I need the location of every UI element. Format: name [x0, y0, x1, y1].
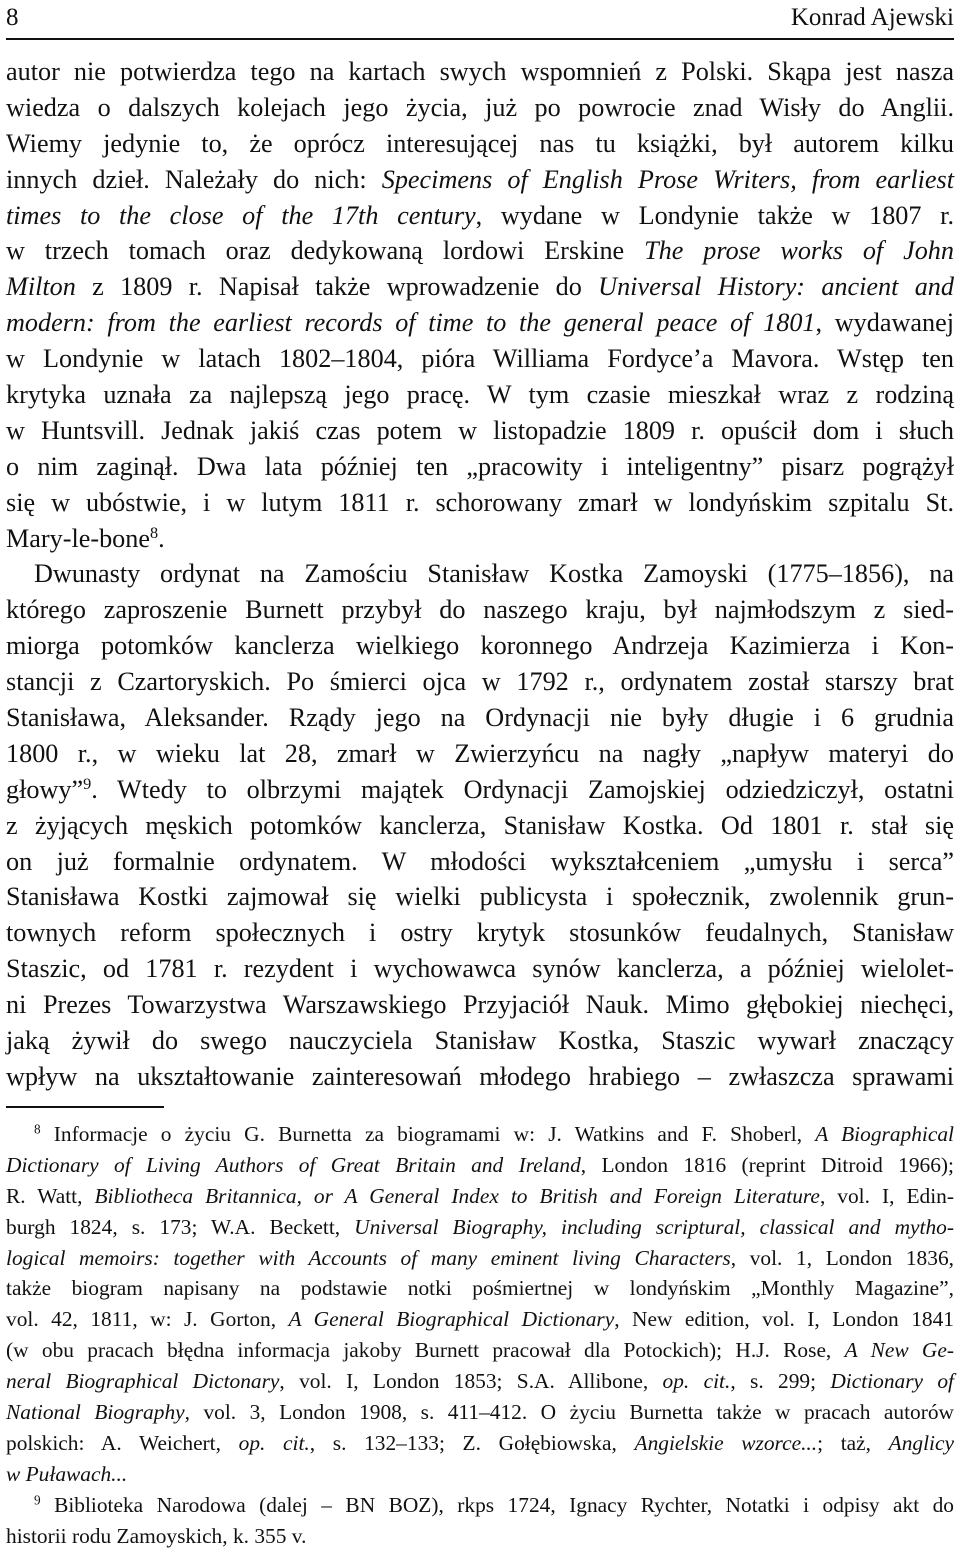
- text-line: z żyjących męskich potomków kanclerza, Stanisław Kostka. Od 1801 r. stał się: [6, 810, 954, 840]
- text-line: Milton z 1809 r. Napisał także wprowadzenie do Universal History: ancient and: [6, 272, 954, 302]
- paragraph-1: [6, 54, 954, 556]
- book-title: modern: from the earliest records of time to the general peace of 1801: [6, 308, 816, 338]
- book-title: times to the close of the 17th century: [6, 200, 476, 230]
- text-line: głowy”$^9$. Wtedy to olbrzymi majątek Ordynacji Zamojskiej odziedziczył, ostatni: [6, 774, 954, 804]
- text-line: stancji z Czartoryskich. Po śmierci ojca w 1792 r., ordynatem został starszy brat: [6, 667, 954, 697]
- running-title: Konrad Ajewski: [790, 4, 954, 31]
- footnote-line: R. Watt, Bibliotheca Britannica, or A General Index to British and Foreign Literature, vol. I, Edin-: [6, 1183, 954, 1208]
- footnote-line: burgh 1824, s. 173; W.A. Beckett, Universal Biography, including scriptural, classical and mytho-: [6, 1214, 954, 1239]
- text-line: Dwunasty ordynat na Zamościu Stanisław Kostka Zamoyski (1775–1856), na: [34, 559, 954, 589]
- footnote-marker: 9: [34, 1492, 41, 1508]
- footnote-line: Dictionary of Living Authors of Great Britain and Ireland, London 1816 (reprint Ditroid 1966);: [6, 1152, 954, 1177]
- text-line: Stanisława, Aleksander. Rządy jego na Ordynacji nie były długie i 6 grudnia: [6, 703, 954, 733]
- text-line: Staszic, od 1781 r. rezydent i wychowawca synów kanclerza, a później wielolet-: [6, 954, 954, 984]
- footnote-rule: [6, 1106, 164, 1108]
- book-title: Universal History: ancient and: [598, 272, 954, 302]
- footnote-line: National Biography, vol. 3, London 1908, s. 411–412. O życiu Burnetta także w pracach autorów: [6, 1400, 954, 1425]
- text-line: wiedza o dalszych kolejach jego życia, już po powrocie znad Wisły do Anglii.: [6, 92, 954, 122]
- text-line: jaką żywił do swego nauczyciela Stanisław Kostka, Staszic wywarł znaczący: [6, 1026, 954, 1056]
- footnote-line: polskich: A. Weichert, op. cit., s. 132–133; Z. Gołębiowska, Angielskie wzorce...; taż, Anglicy: [6, 1430, 954, 1455]
- footnote-line: w Puławach...: [6, 1461, 128, 1486]
- book-title: The prose works of John: [644, 236, 954, 266]
- book-title: Milton: [6, 272, 76, 302]
- text-line: którego zaproszenie Burnett przybył do naszego kraju, był najmłodszym z sied-: [6, 595, 954, 625]
- footnote-ref-9[interactable]: 9: [83, 774, 92, 793]
- footnote-line: vol. 42, 1811, w: J. Gorton, A General Biographical Dictionary, New edition, vol. I, London 1841: [6, 1307, 954, 1332]
- text-line: w Huntsvill. Jednak jakiś czas potem w listopadzie 1809 r. opuścił dom i słuch: [6, 415, 954, 445]
- text-line: miorga potomków kanclerza wielkiego koronnego Andrzeja Kazimierza i Kon-: [6, 631, 954, 661]
- footnotes: [6, 1119, 954, 1551]
- footnote-line: także biogram napisany na podstawie notki pośmiertnej w londyńskim „Monthly Magazine”,: [6, 1276, 954, 1301]
- text-line: Mary-le-bone$^8$.: [6, 523, 165, 553]
- text-line: times to the close of the 17th century, wydane w Londynie także w 1807 r.: [6, 200, 954, 230]
- text-line: innych dzieł. Należały do nich: Specimens of English Prose Writers, from earliest: [6, 164, 954, 194]
- text-line: autor nie potwierdza tego na kartach swych wspomnień z Polski. Skąpa jest nasza: [6, 57, 954, 86]
- paragraph-2: [6, 556, 954, 1094]
- footnote-line: $^8$ Informacje o życiu G. Burnetta za biogramami w: J. Watkins and F. Shoberl, A Biographical: [34, 1121, 955, 1146]
- text-line: modern: from the earliest records of time to the general peace of 1801, wydawanej: [6, 308, 954, 338]
- main-text: [6, 54, 954, 1095]
- footnote-line: $^9$ Biblioteka Narodowa (dalej – BN BOZ), rkps 1724, Ignacy Rychter, Notatki i odpisy akt do: [34, 1492, 954, 1517]
- text-line: townych reform społecznych i ostry krytyk stosunków feudalnych, Stanisław: [6, 918, 954, 948]
- footnote-line: neral Biographical Dictonary, vol. I, London 1853; S.A. Allibone, op. cit., s. 299; Dictionary of: [6, 1369, 954, 1394]
- book-title: Specimens of English Prose Writers, from earliest: [381, 164, 954, 194]
- text-line: 1800 r., w wieku lat 28, zmarł w Zwierzyńcu na nagły „napływ materyi do: [6, 738, 954, 768]
- text-line: on już formalnie ordynatem. W młodości wykształceniem „umysłu i serca”: [6, 846, 954, 876]
- footnote-9: [6, 1490, 954, 1551]
- footnote-line: (w obu pracach błędna informacja jakoby Burnett pracował dla Potockich); H.J. Rose, A New Ge-: [6, 1338, 954, 1363]
- footnote-line: historii rodu Zamoyskich, k. 355 v.: [6, 1523, 307, 1548]
- running-header: [6, 2, 954, 36]
- text-line: o nim zaginął. Dwa lata później ten „pracowity i inteligentny” pisarz pogrążył: [6, 451, 954, 481]
- text-line: wpływ na ukształtowanie zainteresowań młodego hrabiego – zwłaszcza sprawami: [6, 1061, 954, 1091]
- header-rule: [6, 38, 954, 40]
- text-line: krytyka uznała za najlepszą jego pracę. W tym czasie mieszkał wraz z rodziną: [6, 380, 954, 410]
- text-line: w trzech tomach oraz dedykowaną lordowi Erskine The prose works of John: [6, 236, 954, 266]
- text-line: w Londynie w latach 1802–1804, pióra Williama Fordyce’a Mavora. Wstęp ten: [6, 344, 954, 374]
- footnote-marker: 8: [34, 1121, 41, 1137]
- text-line: się w ubóstwie, i w lutym 1811 r. schorowany zmarł w londyńskim szpitalu St.: [6, 487, 954, 517]
- footnote-line: logical memoirs: together with Accounts of many eminent living Characters, vol. 1, London 1836,: [6, 1245, 954, 1270]
- page-number: 8: [6, 4, 19, 31]
- text-line: Wiemy jedynie to, że oprócz interesującej nas tu książki, był autorem kilku: [6, 128, 954, 158]
- footnote-ref-8[interactable]: 8: [149, 523, 159, 542]
- text-line: Stanisława Kostki zajmował się wielki publicysta i społecznik, zwolennik grun-: [6, 882, 954, 912]
- footnote-8: [6, 1119, 954, 1490]
- text-line: ni Prezes Towarzystwa Warszawskiego Przyjaciół Nauk. Mimo głębokiej niechęci,: [6, 990, 954, 1020]
